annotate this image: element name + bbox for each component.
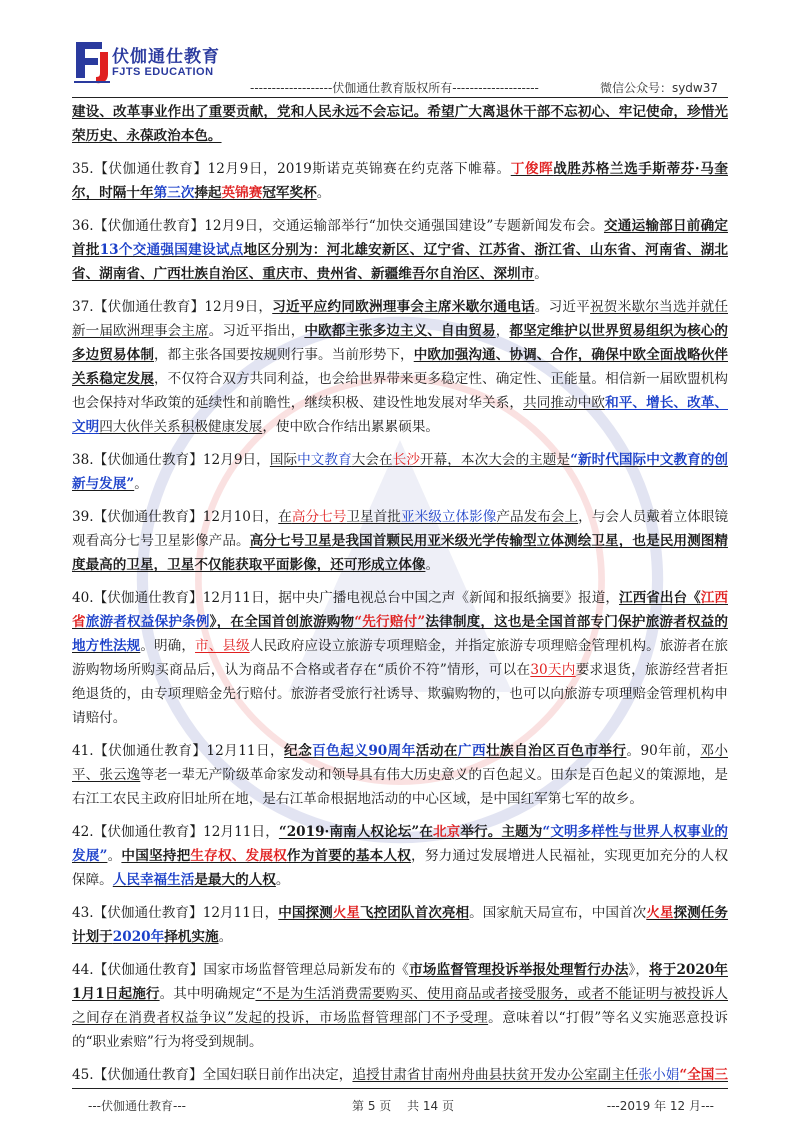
item-39-red: 高分七号 [291,509,347,525]
item-37-text: ， [495,323,510,339]
item-42-text: 是最大的人权 [194,872,276,888]
item-45 [72,1063,728,1085]
item-45-blue: 张小娟 [638,1067,680,1083]
item-44 [72,958,728,1054]
item-42 [72,820,728,892]
item-37-text: ，不仅符合双方共同利益，也会给世界带来更多稳定性、确定性、正能量。相信新一届欧盟机构也会保持对华政策的延续性和前瞻性，继续积极、建设性地发展对华关系， [72,371,728,411]
item-42-text: “2019·南南人权论坛” [278,824,420,840]
item-45-text: 追授甘肃省甘南州舟曲县扶贫开发办公室副主任 [352,1067,639,1083]
item-35-text: 冠军奖杯 [262,185,317,201]
item-43-text: 飞控团队首次亮相 [360,905,470,921]
item-43-red: 火星 [646,905,674,921]
item-37-text: 都坚定维护以世界贸易组织为核心的多边贸易体制 [72,323,728,363]
item-37-text: 。习近平 [534,299,591,315]
item-40-red: 江西省 [72,590,728,630]
item-43-text: 43.【伏伽通仕教育】12月11日， [72,905,279,921]
item-40-red: “先行赔付” [354,614,426,630]
item-44-text: “不是为生活消费需要购买、使用商品或者接受服务，或者不能证明与被投诉人之间存在消费者权益争议”发起的投诉，市场监督管理部门不予受理 [72,986,728,1026]
item-40-text: 。明确， [140,638,196,654]
logo-text-cn: 伏伽通仕教育 [112,47,220,67]
item-44-text: 》， [628,962,650,978]
document-body [72,100,728,1085]
item-38-blue: 中文教育 [297,452,352,468]
item-35-red: 丁俊晖 [510,161,554,177]
item-44-text: 44.【伏伽通仕教育】国家市场监督管理总局新发布的《 [72,962,410,978]
item-41-text: 41.【伏伽通仕教育】12月11日， [72,743,285,759]
item-40-red: 市、县级 [195,638,250,654]
item-42-blue: 人民幸福生活 [112,872,195,888]
item-38-text: 大会在 [351,452,393,468]
item-42-text: 在 [419,824,433,840]
item-37-text: 习近平应约同欧洲理事会主席米歇尔通电话 [272,299,535,315]
item-37-text: 37.【伏伽通仕教育】12月9日， [72,299,273,315]
item-37-text: 中欧都主张多边主义、自由贸易 [304,323,496,339]
item-41-text: 邓小平、张云逸 [72,743,728,783]
item-42-text: 。 [275,872,290,888]
item-37-text: 中欧加强沟通、协调、合作，确保中欧全面战略伙伴关系稳定发展 [72,347,728,387]
footer-date: ---2019 年 12 月--- [606,1099,714,1113]
item-39-text: 在 [278,509,292,525]
page-number: 第 5 页 共 14 页 [352,1099,454,1113]
item-40 [72,586,728,730]
item-43-text: 中国探测 [278,905,333,921]
item-41-text: 等老一辈无产阶级革命家发动和领导具有伟大历史意义的百色起义。田东是百色起义的策源地，是右江工农民主政府旧址所在地，是右江革命根据地活动的中心区域，是中国红军第七军的故乡。 [72,767,728,807]
item-40-text: 法律制度，这也是全国首部专门保护旅游者权益的 [425,614,728,630]
item-40-text: 》，在全国首创旅游购物 [209,614,355,630]
item-36-blue: 13个交通强国建设试点 [99,242,244,258]
item-40-text: 40.【伏伽通仕教育】12月11日，据中央广播电视总台中国之声《新闻和报纸摘要》报道， [72,590,619,606]
item-38-text: 开幕，本次大会的主题是 [419,452,571,468]
item-43-text: 。 [218,929,233,945]
item-42-text: ，努力通过发展增进人民福祉，实现更加充分的人权保障。 [72,848,728,888]
item-39-text: 39.【伏伽通仕教育】12月10日， [72,509,279,525]
intro-text: 建设、改革事业作出了重要贡献，党和人民永远不会忘记。希望广大离退休干部不忘初心、牢记使命，珍惜光荣历史、永葆政治本色。 [72,104,728,144]
page-header [0,0,800,95]
item-36-text: 交通运输部日前确定首批 [72,218,728,258]
item-39-text: 。 [425,557,440,573]
item-42-blue: “文明多样性与世界人权事业的发展” [72,824,728,864]
item-44-text: 将于2020年1月1日起施行 [72,962,728,1002]
footer-divider [72,1088,728,1089]
item-39-text: 高分七号卫星是我国首颗民用亚米级光学传输型立体测绘卫星，也是民用测图精度最高的卫星，卫星不仅能获取平面影像，还可形成立体像 [72,533,728,573]
footer-brand: ---伏伽通仕教育--- [88,1099,186,1113]
item-43-text: 探测任务计划于 [72,905,728,945]
item-36-text: 。 [534,266,548,282]
item-40-blue: 地方性法规 [72,638,141,654]
item-39-text: 产品发布会上 [496,509,579,525]
logo-text-en: FJTS EDUCATION [112,66,214,78]
item-40-text: 人民政府应设立旅游专项理赔金，并指定旅游专项理赔金管理机构。旅游者在旅游购物场所购买商品后，认为商品不合格或者存在“质价不符”情形，可以在 [72,638,728,678]
item-44-text: 。意味着以“打假”等名义实施恶意投诉的“职业索赔”行为将受到规制。 [72,1010,728,1050]
item-42-text: 中国坚持把 [121,848,191,864]
wechat-account: 微信公众号：sydw37 [599,81,718,95]
item-37-text: ，使中欧合作结出累累硕果。 [262,419,440,435]
item-40-text: 要求退货，旅游经营者拒绝退货的，由专项理赔金先行赔付。旅游者受旅行社诱导、欺骗购物的，也可以向旅游专项理赔金管理机构申请赔付。 [72,662,728,726]
item-38-text: 。 [134,476,148,492]
item-42-text: 。 [107,848,122,864]
item-37-text: 。习近平指出， [208,323,305,339]
item-35-text: 35.【伏伽通仕教育】12月9日，2019斯诺克英锦赛在约克落下帷幕。 [72,161,511,177]
item-44-text: 。其中明确规定 [159,986,256,1002]
item-35-text: 捧起 [194,185,222,201]
item-41-text: 纪念 [284,743,313,759]
item-37-blue: 和平、增长、改革、文明 [72,395,728,435]
item-43-text: 择机实施 [164,929,219,945]
item-35-blue: 第三次 [153,185,195,201]
item-42-text: 举行。主题为 [460,824,543,840]
item-37-text: ，都主张各国要按规则行事。当前形势下， [154,347,414,363]
item-42-text: 作为首要的基本人权 [286,848,412,864]
item-37-text: 共同推动中欧 [523,395,606,411]
item-38-blue: “新时代国际中文教育的创新与发展” [72,452,728,492]
item-41-text: 。90年前， [626,743,701,759]
item-41-text: 壮族自治区百色市举行 [486,743,627,759]
item-37-text: 祝贺米歇尔当选并就任新一届欧洲理事会主席 [72,299,728,339]
item-41 [72,739,728,811]
item-37 [72,295,728,439]
item-35 [72,157,728,205]
item-37-text: 四大伙伴关系积极健康发展 [99,419,263,435]
intro-paragraph [72,100,728,148]
item-39-text: 卫星首批 [346,509,401,525]
item-43 [72,901,728,949]
item-42-text: 42.【伏伽通仕教育】12月11日， [72,824,279,840]
item-40-text: 江西省出台《 [619,590,701,606]
item-40-red: 30天内 [530,662,576,678]
item-36-text: 地区分别为：河北雄安新区、辽宁省、江苏省、浙江省、山东省、河南省、湖北省、湖南省、广西壮族自治区、重庆市、贵州省、新疆维吾尔自治区、深圳市 [72,242,728,282]
item-45-text: 45.【伏伽通仕教育】全国妇联日前作出决定， [72,1067,353,1083]
item-40-blue: 旅游者权益保护条例 [85,614,210,630]
item-41-blue: 百色起义90周年 [312,743,416,759]
copyright-notice: -------------------伏伽通仕教育版权所有-------------------- [250,81,539,95]
fjts-logo-icon [72,36,112,86]
header-divider [72,97,728,98]
item-39-blue: 亚米级立体影像 [400,509,497,525]
item-45-red: “全国三 [679,1067,728,1083]
item-43-text: 。国家航天局宣布，中国首次 [469,905,647,921]
item-39 [72,505,728,577]
item-38-text: 38.【伏伽通仕教育】12月9日， [72,452,270,468]
item-44-text: 市场监督管理投诉举报处理暂行办法 [409,962,629,978]
item-43-red: 火星 [332,905,361,921]
item-36 [72,214,728,286]
brand-logo [72,36,242,94]
item-36-text: 36.【伏伽通仕教育】12月9日，交通运输部举行“加快交通强国建设”专题新闻发布会。 [72,218,604,234]
item-39-text: ，与会人员戴着立体眼镜观看高分七号卫星影像产品。 [72,509,728,549]
item-43-blue: 2020年 [112,929,165,945]
item-35-text: 战胜苏格兰选手斯蒂芬·马奎尔，时隔十年 [72,161,728,201]
item-41-blue: 广西 [457,743,487,759]
item-42-red: 北京 [433,824,461,840]
item-38-text: 国际 [269,452,298,468]
item-35-red: 英锦赛 [221,185,263,201]
item-38-red: 长沙 [392,452,420,468]
item-38 [72,448,728,496]
item-42-red: 生存权、发展权 [190,848,287,864]
item-41-text: 活动在 [415,743,458,759]
item-35-text: 。 [316,185,331,201]
